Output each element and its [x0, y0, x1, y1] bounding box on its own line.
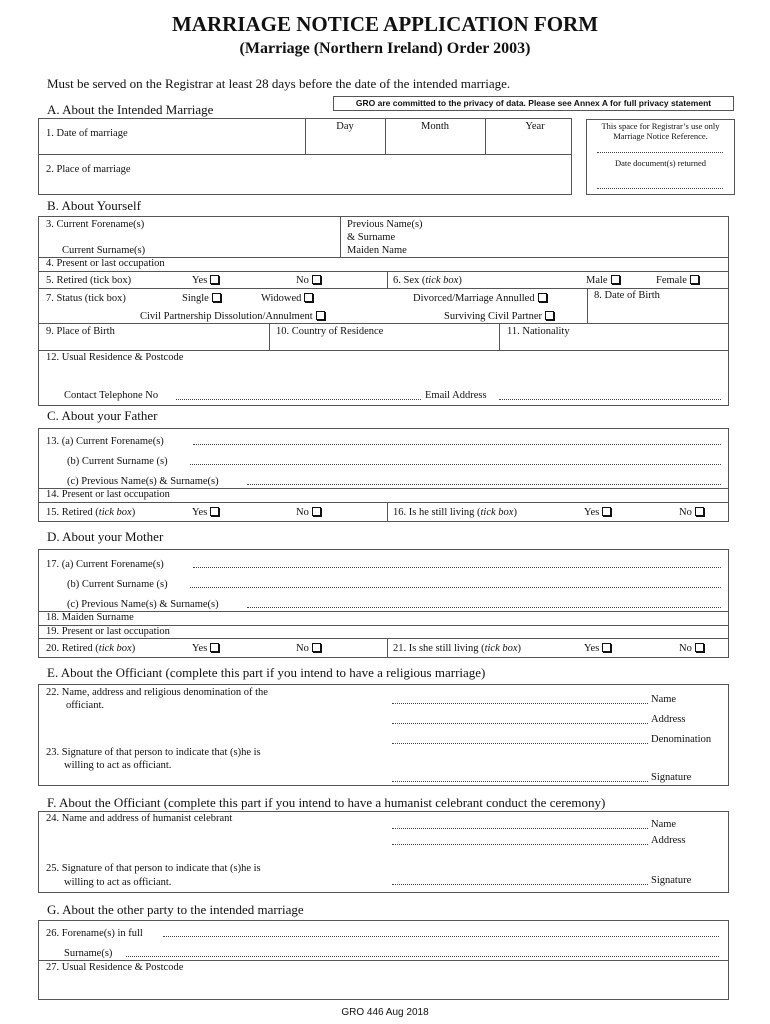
checkbox-icon[interactable] [545, 311, 554, 320]
q19-occupation-label: 19. Present or last occupation [46, 626, 170, 637]
father-living-no[interactable]: No [679, 507, 704, 518]
father-previous-names-field[interactable] [247, 484, 721, 485]
q8-dob-label: 8. Date of Birth [594, 290, 660, 301]
section-g-heading: G. About the other party to the intended marriage [47, 902, 304, 917]
officiant-address-field[interactable] [392, 723, 648, 724]
celebrant-name-label: Name [651, 819, 677, 830]
q17c-label: (c) Previous Name(s) & Surname(s) [67, 599, 219, 610]
previous-names-label: Previous Name(s) [347, 219, 423, 230]
q25-label: 25. Signature of that person to indicate that (s)he is [46, 863, 261, 874]
checkbox-icon[interactable] [602, 507, 611, 516]
q13b-label: (b) Current Surname (s) [67, 456, 168, 467]
celebrant-signature-label: Signature [651, 875, 692, 886]
other-party-surname-field[interactable] [126, 956, 719, 957]
checkbox-icon[interactable] [538, 293, 547, 302]
maiden-name-label: Maiden Name [347, 245, 407, 256]
status-widowed[interactable]: Widowed [261, 293, 313, 304]
officiant-signature-field[interactable] [392, 781, 648, 782]
notice-reference-text: Marriage Notice Reference. [613, 131, 708, 141]
q5-retired-label: 5. Retired (tick box) [46, 275, 132, 286]
year-field[interactable] [486, 134, 571, 153]
father-forename-field[interactable] [193, 444, 721, 445]
q3-forename-label: 3. Current Forename(s) [46, 219, 145, 230]
q23-label: 23. Signature of that person to indicate that (s)he is [46, 747, 261, 758]
sex-female[interactable]: Female [656, 275, 699, 286]
status-single[interactable]: Single [182, 293, 221, 304]
email-field[interactable] [499, 399, 721, 400]
checkbox-icon[interactable] [611, 275, 620, 284]
q11-nationality-label: 11. Nationality [507, 326, 570, 337]
retired-no[interactable]: No [296, 275, 321, 286]
q27-label: 27. Usual Residence & Postcode [46, 962, 184, 973]
q13a-label: 13. (a) Current Forename(s) [46, 436, 164, 447]
section-c-heading: C. About your Father [47, 408, 158, 423]
father-surname-field[interactable] [190, 464, 721, 465]
father-living-yes[interactable]: Yes [584, 507, 611, 518]
mother-retired-no[interactable]: No [296, 643, 321, 654]
celebrant-address-label: Address [651, 835, 686, 846]
date-returned-text: Date document(s) returned [614, 158, 707, 168]
officiant-signature-label: Signature [651, 772, 692, 783]
privacy-notice: GRO are committed to the privacy of data. Please see Annex A for full privacy statement [333, 96, 734, 111]
current-surname-label: Current Surname(s) [62, 245, 146, 256]
checkbox-icon[interactable] [210, 507, 219, 516]
q26-label: 26. Forename(s) in full [46, 928, 143, 939]
section-e-heading: E. About the Officiant (complete this part if you intend to have a religious marriage) [47, 665, 486, 680]
mother-living-no[interactable]: No [679, 643, 704, 654]
day-field[interactable] [306, 134, 384, 153]
checkbox-icon[interactable] [312, 507, 321, 516]
status-civil-dissolution[interactable]: Civil Partnership Dissolution/Annulment [140, 311, 325, 322]
father-retired-yes[interactable]: Yes [192, 507, 219, 518]
mother-retired-yes[interactable]: Yes [192, 643, 219, 654]
father-retired-no[interactable]: No [296, 507, 321, 518]
day-label: Day [336, 121, 354, 132]
checkbox-icon[interactable] [695, 643, 704, 652]
officiant-denomination-field[interactable] [392, 743, 648, 744]
q22-label-cont: officiant. [66, 700, 105, 711]
q22-label: 22. Name, address and religious denomination of the [46, 687, 268, 698]
sex-male[interactable]: Male [586, 275, 620, 286]
q18-maiden-label: 18. Maiden Surname [46, 612, 134, 623]
q21-living-label: 21. Is she still living (tick box) [393, 643, 522, 654]
section-f-heading: F. About the Officiant (complete this part if you intend to have a humanist celebrant conduct the ceremony) [47, 795, 606, 810]
q7-status-label: 7. Status (tick box) [46, 293, 126, 304]
celebrant-name-field[interactable] [392, 828, 648, 829]
q17b-label: (b) Current Surname (s) [67, 579, 168, 590]
checkbox-icon[interactable] [695, 507, 704, 516]
month-field[interactable] [386, 134, 484, 153]
officiant-address-label: Address [651, 714, 686, 725]
checkbox-icon[interactable] [690, 275, 699, 284]
place-of-marriage-field[interactable] [190, 156, 570, 193]
previous-surname-label: & Surname [347, 232, 396, 243]
form-code: GRO 446 Aug 2018 [341, 1007, 429, 1018]
mother-forename-field[interactable] [193, 567, 721, 568]
officiant-name-field[interactable] [392, 703, 648, 704]
q10-country-label: 10. Country of Residence [276, 326, 384, 337]
checkbox-icon[interactable] [316, 311, 325, 320]
q25-label-cont: willing to act as officiant. [64, 877, 172, 888]
q16-living-label: 16. Is he still living (tick box) [393, 507, 517, 518]
checkbox-icon[interactable] [210, 275, 219, 284]
q17a-label: 17. (a) Current Forename(s) [46, 559, 164, 570]
retired-yes[interactable]: Yes [192, 275, 219, 286]
celebrant-address-field[interactable] [392, 844, 648, 845]
checkbox-icon[interactable] [312, 275, 321, 284]
q14-occupation-label: 14. Present or last occupation [46, 489, 170, 500]
q6-sex-label: 6. Sex (tick box) [393, 275, 462, 286]
q1-date-label: 1. Date of marriage [46, 128, 128, 139]
q12-residence-label: 12. Usual Residence & Postcode [46, 352, 184, 363]
q4-occupation-label: 4. Present or last occupation [46, 258, 165, 269]
q9-birthplace-label: 9. Place of Birth [46, 326, 115, 337]
year-label: Year [525, 121, 545, 132]
telephone-label: Contact Telephone No [64, 390, 159, 401]
mother-previous-names-field[interactable] [247, 607, 721, 608]
status-divorced[interactable]: Divorced/Marriage Annulled [413, 293, 547, 304]
section-a-heading: A. About the Intended Marriage [47, 102, 214, 117]
form-title: MARRIAGE NOTICE APPLICATION FORM [171, 12, 599, 36]
mother-living-yes[interactable]: Yes [584, 643, 611, 654]
notice-text: Must be served on the Registrar at least 28 days before the date of the intended marriage. [47, 76, 511, 91]
month-label: Month [420, 121, 449, 132]
form-subtitle: (Marriage (Northern Ireland) Order 2003) [239, 40, 531, 57]
checkbox-icon[interactable] [602, 643, 611, 652]
q24-label: 24. Name and address of humanist celebrant [46, 813, 233, 824]
checkbox-icon[interactable] [312, 643, 321, 652]
q2-place-label: 2. Place of marriage [46, 164, 131, 175]
email-label: Email Address [425, 390, 487, 401]
q20-retired-label: 20. Retired (tick box) [46, 643, 136, 654]
mother-surname-field[interactable] [190, 587, 721, 588]
checkbox-icon[interactable] [212, 293, 221, 302]
celebrant-signature-field[interactable] [392, 884, 648, 885]
other-party-surname-label: Surname(s) [64, 948, 113, 959]
registrar-use-text: This space for Registrar’s use only [601, 121, 720, 131]
status-surviving-partner[interactable]: Surviving Civil Partner [444, 311, 554, 322]
checkbox-icon[interactable] [304, 293, 313, 302]
checkbox-icon[interactable] [210, 643, 219, 652]
q13c-label: (c) Previous Name(s) & Surname(s) [67, 476, 219, 487]
officiant-name-label: Name [651, 694, 677, 705]
telephone-field[interactable] [176, 399, 421, 400]
section-d-heading: D. About your Mother [47, 529, 164, 544]
other-party-forename-field[interactable] [163, 936, 719, 937]
q15-retired-label: 15. Retired (tick box) [46, 507, 136, 518]
q23-label-cont: willing to act as officiant. [64, 760, 172, 771]
section-b-heading: B. About Yourself [47, 198, 141, 213]
officiant-denomination-label: Denomination [651, 734, 712, 745]
